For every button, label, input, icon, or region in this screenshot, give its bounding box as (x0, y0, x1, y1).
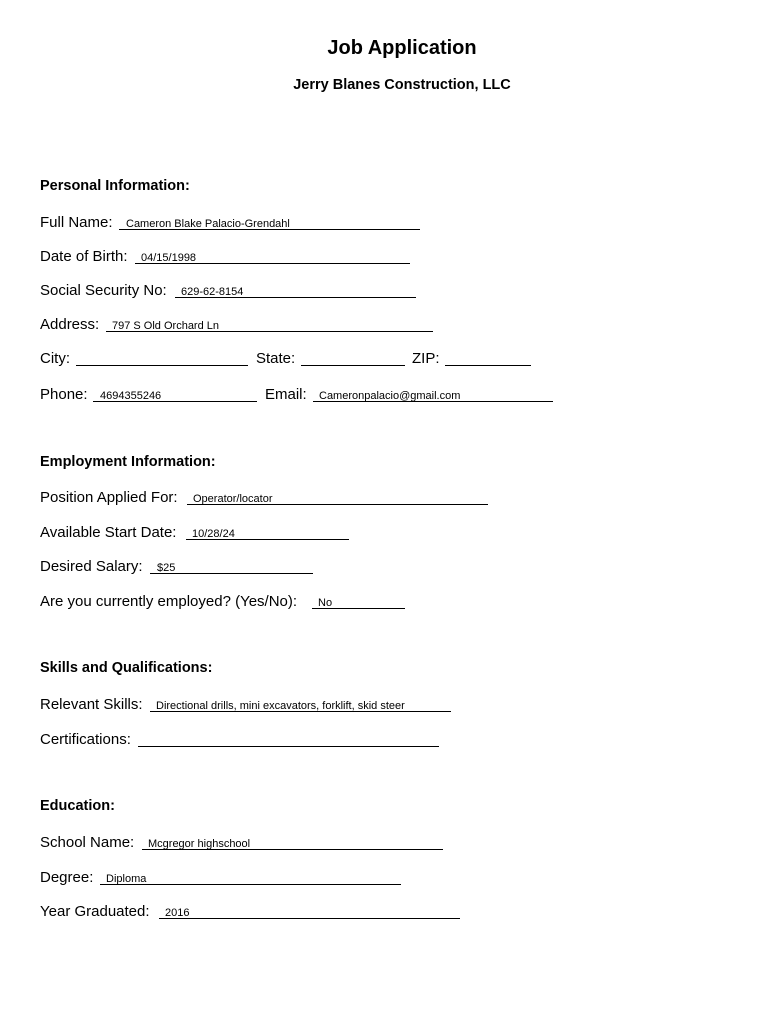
relevant-skills-label: Relevant Skills: (40, 696, 143, 713)
state-field[interactable] (301, 365, 405, 366)
degree-label: Degree: (40, 869, 94, 886)
ssn-value: 629-62-8154 (181, 286, 244, 298)
city-label: City: (40, 350, 70, 367)
employed-value: No (318, 597, 333, 609)
phone-email-row (40, 386, 560, 406)
school-row (40, 834, 450, 854)
dob-value: 04/15/1998 (141, 252, 197, 264)
phone-label: Phone: (40, 386, 88, 403)
position-label: Position Applied For: (40, 489, 178, 506)
certifications-label: Certifications: (40, 731, 131, 748)
position-value: Operator/locator (193, 493, 273, 505)
school-label: School Name: (40, 834, 135, 851)
year-graduated-value: 2016 (165, 907, 190, 919)
start-date-row (40, 524, 360, 544)
year-graduated-row (40, 903, 470, 923)
degree-value: Diploma (106, 873, 147, 885)
section-heading-education: Education: (40, 798, 115, 814)
document-title: Job Application (327, 37, 477, 59)
employed-row (40, 593, 420, 613)
ssn-row (40, 282, 440, 302)
start-date-value: 10/28/24 (192, 528, 235, 540)
dob-row (40, 248, 440, 268)
salary-label: Desired Salary: (40, 558, 143, 575)
school-value: Mcgregor highschool (148, 838, 251, 850)
phone-value: 4694355246 (100, 390, 162, 402)
relevant-skills-row (40, 696, 460, 716)
ssn-label: Social Security No: (40, 282, 167, 299)
city-state-zip-row (40, 350, 540, 370)
section-heading-skills: Skills and Qualifications: (40, 660, 213, 676)
year-graduated-field[interactable] (159, 918, 460, 919)
zip-label: ZIP: (412, 350, 440, 367)
dob-label: Date of Birth: (40, 248, 128, 265)
full-name-row (40, 214, 440, 234)
full-name-value: Cameron Blake Palacio-Grendahl (126, 218, 290, 230)
section-heading-employment: Employment Information: (40, 454, 216, 470)
certifications-field[interactable] (138, 746, 439, 747)
state-label: State: (256, 350, 296, 367)
certifications-row (40, 731, 450, 751)
full-name-label: Full Name: (40, 214, 113, 231)
year-graduated-label: Year Graduated: (40, 903, 150, 920)
position-row (40, 489, 500, 509)
salary-value: $25 (157, 562, 176, 574)
salary-row (40, 558, 320, 578)
address-row (40, 316, 440, 336)
email-label: Email: (265, 386, 307, 403)
relevant-skills-value: Directional drills, mini excavators, forklift, skid steer (156, 700, 405, 712)
city-field[interactable] (76, 365, 248, 366)
email-value: Cameronpalacio@gmail.com (319, 390, 461, 402)
zip-field[interactable] (445, 365, 531, 366)
employed-label: Are you currently employed? (Yes/No): (40, 593, 298, 610)
company-name: Jerry Blanes Construction, LLC (293, 77, 511, 93)
start-date-label: Available Start Date: (40, 524, 177, 541)
address-label: Address: (40, 316, 100, 333)
degree-row (40, 869, 410, 889)
address-value: 797 S Old Orchard Ln (112, 320, 220, 332)
section-heading-personal: Personal Information: (40, 178, 190, 194)
